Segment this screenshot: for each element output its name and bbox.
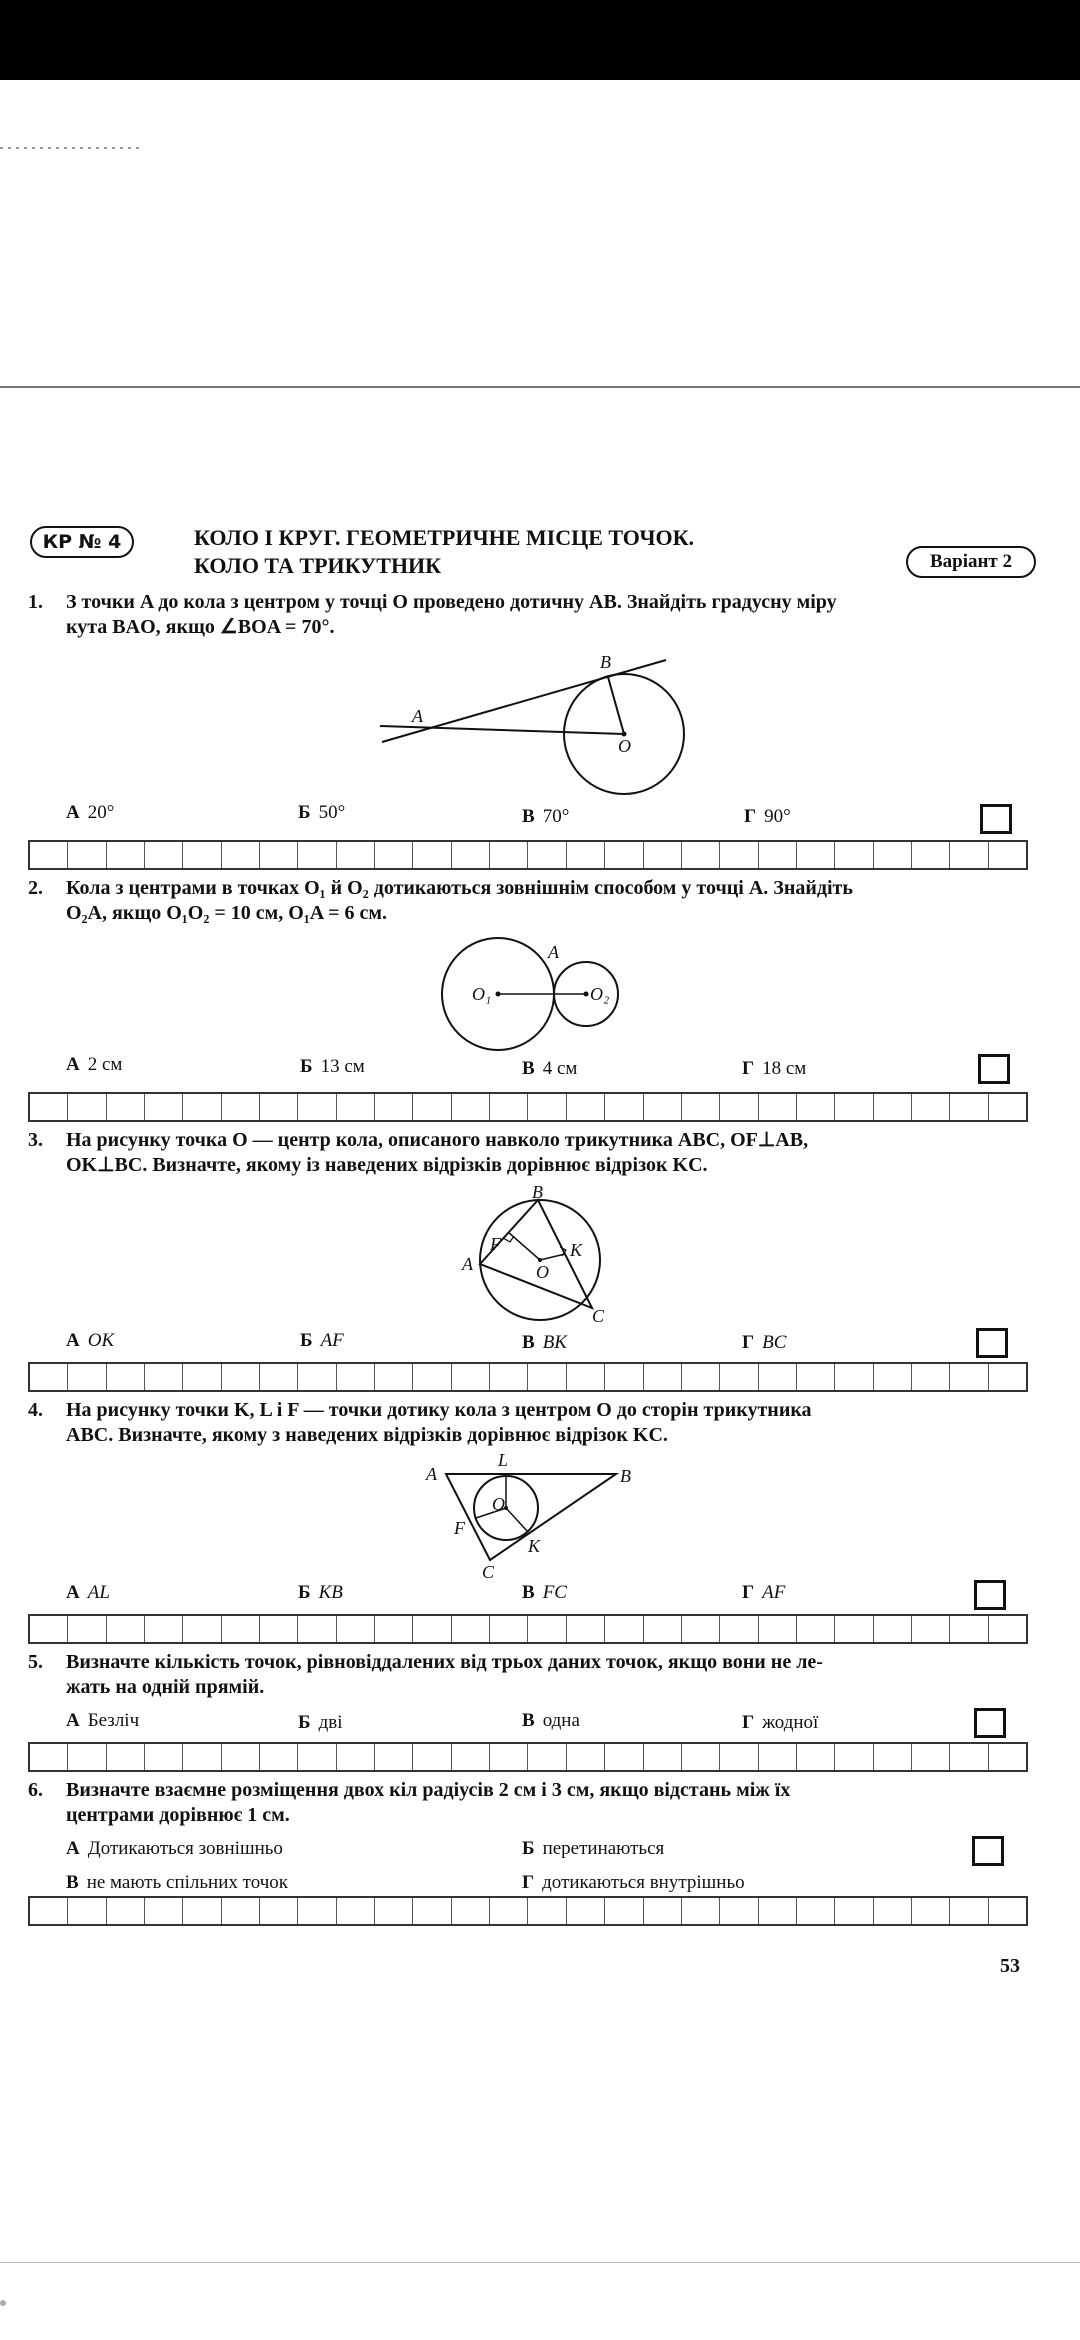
page-separator-top bbox=[0, 386, 1080, 388]
grid-cell[interactable] bbox=[260, 1898, 298, 1924]
grid-cell[interactable] bbox=[107, 1898, 145, 1924]
grid-cell[interactable] bbox=[989, 842, 1026, 868]
q2-answer-box[interactable] bbox=[978, 1054, 1010, 1084]
grid-cell[interactable] bbox=[797, 1094, 835, 1120]
grid-cell[interactable] bbox=[452, 1898, 490, 1924]
grid-cell[interactable] bbox=[720, 1744, 758, 1770]
q1-option-b[interactable]: Б 50° bbox=[298, 802, 346, 823]
grid-cell[interactable] bbox=[759, 1744, 797, 1770]
label-C: C bbox=[592, 1306, 605, 1326]
grid-cell[interactable] bbox=[298, 1094, 336, 1120]
grid-cell[interactable] bbox=[874, 1364, 912, 1390]
question-1-text: 1. З точки A до кола з центром у точці O проведено дотичну AB. Знайдіть градусну міру кута BAO, якщо ∠BOA = 70°. bbox=[28, 591, 837, 638]
q5-option-b[interactable]: Б дві bbox=[298, 1712, 343, 1733]
grid-cell[interactable] bbox=[759, 1616, 797, 1642]
grid-cell[interactable] bbox=[68, 842, 106, 868]
grid-cell[interactable] bbox=[222, 1364, 260, 1390]
q6-option-a[interactable]: А Дотикаються зовнішньо bbox=[66, 1838, 283, 1859]
grid-cell[interactable] bbox=[720, 1898, 758, 1924]
q4-answer-grid[interactable] bbox=[28, 1614, 1028, 1644]
grid-cell[interactable] bbox=[222, 1898, 260, 1924]
q1-answer-box[interactable] bbox=[980, 804, 1012, 834]
grid-cell[interactable] bbox=[30, 1364, 68, 1390]
label-A: A bbox=[548, 942, 559, 962]
grid-cell[interactable] bbox=[413, 1616, 451, 1642]
label-O: O bbox=[492, 1494, 505, 1514]
grid-cell[interactable] bbox=[490, 1744, 528, 1770]
grid-cell[interactable] bbox=[720, 1364, 758, 1390]
grid-cell[interactable] bbox=[183, 1616, 221, 1642]
label-B: B bbox=[620, 1466, 631, 1486]
label-K: K bbox=[570, 1240, 583, 1260]
grid-cell[interactable] bbox=[30, 842, 68, 868]
grid-cell[interactable] bbox=[989, 1364, 1026, 1390]
grid-cell[interactable] bbox=[797, 1616, 835, 1642]
grid-cell[interactable] bbox=[30, 1094, 68, 1120]
grid-cell[interactable] bbox=[413, 842, 451, 868]
label-C: C bbox=[482, 1562, 495, 1582]
grid-cell[interactable] bbox=[605, 1094, 643, 1120]
grid-cell[interactable] bbox=[874, 1616, 912, 1642]
grid-cell[interactable] bbox=[337, 1898, 375, 1924]
label-A: A bbox=[426, 1464, 437, 1484]
grid-cell[interactable] bbox=[835, 1364, 873, 1390]
grid-cell[interactable] bbox=[797, 1744, 835, 1770]
question-2-text: 2. Кола з центрами в точках O₁ й O₂ дотикаються зовнішнім способом у точці A. Знайдіть O₂A, якщо O₁O₂ = 10 см, O₁A = 6 см. bbox=[28, 877, 853, 924]
grid-cell[interactable] bbox=[835, 1898, 873, 1924]
grid-cell[interactable] bbox=[145, 1094, 183, 1120]
grid-cell[interactable] bbox=[222, 1744, 260, 1770]
grid-cell[interactable] bbox=[260, 1364, 298, 1390]
grid-cell[interactable] bbox=[720, 842, 758, 868]
question-3-text: 3. На рисунку точка O — центр кола, описаного навколо трикутника ABC, OF⊥AB, OK⊥BC. Визначте, якому із наведених відрізків дорівнює відрізок KC. bbox=[28, 1129, 809, 1176]
label-O2: O₂ bbox=[590, 984, 610, 1004]
top-black-bar bbox=[0, 0, 1080, 80]
grid-cell[interactable] bbox=[644, 1616, 682, 1642]
grid-cell[interactable] bbox=[759, 842, 797, 868]
q3-option-c[interactable]: В BK bbox=[522, 1332, 567, 1353]
grid-cell[interactable] bbox=[260, 1094, 298, 1120]
grid-cell[interactable] bbox=[30, 1898, 68, 1924]
grid-cell[interactable] bbox=[874, 1094, 912, 1120]
grid-cell[interactable] bbox=[183, 1898, 221, 1924]
grid-cell[interactable] bbox=[644, 842, 682, 868]
grid-cell[interactable] bbox=[759, 1898, 797, 1924]
grid-cell[interactable] bbox=[797, 842, 835, 868]
grid-cell[interactable] bbox=[30, 1744, 68, 1770]
question-number: 3. bbox=[28, 1129, 43, 1151]
grid-cell[interactable] bbox=[337, 842, 375, 868]
question-6-text: 6. Визначте взаємне розміщення двох кіл радіусів 2 см і 3 см, якщо відстань між їх центрами дорівнює 1 см. bbox=[28, 1779, 791, 1826]
grid-cell[interactable] bbox=[912, 1744, 950, 1770]
grid-cell[interactable] bbox=[950, 1744, 988, 1770]
q6-option-c[interactable]: В не мають спільних точок bbox=[66, 1872, 288, 1893]
grid-cell[interactable] bbox=[682, 842, 720, 868]
grid-cell[interactable] bbox=[874, 1744, 912, 1770]
grid-cell[interactable] bbox=[490, 842, 528, 868]
grid-cell[interactable] bbox=[950, 842, 988, 868]
grid-cell[interactable] bbox=[68, 1744, 106, 1770]
grid-cell[interactable] bbox=[567, 1744, 605, 1770]
grid-cell[interactable] bbox=[950, 1364, 988, 1390]
grid-cell[interactable] bbox=[337, 1616, 375, 1642]
q5-option-a[interactable]: А Безліч bbox=[66, 1710, 140, 1731]
grid-cell[interactable] bbox=[989, 1094, 1026, 1120]
grid-cell[interactable] bbox=[337, 1094, 375, 1120]
grid-cell[interactable] bbox=[375, 1898, 413, 1924]
label-O: O bbox=[618, 736, 631, 756]
grid-cell[interactable] bbox=[605, 1364, 643, 1390]
grid-cell[interactable] bbox=[874, 842, 912, 868]
grid-cell[interactable] bbox=[567, 1364, 605, 1390]
grid-cell[interactable] bbox=[222, 1616, 260, 1642]
grid-cell[interactable] bbox=[759, 1094, 797, 1120]
grid-cell[interactable] bbox=[528, 1898, 566, 1924]
grid-cell[interactable] bbox=[145, 842, 183, 868]
q4-option-d[interactable]: Г AF bbox=[742, 1582, 786, 1603]
grid-cell[interactable] bbox=[30, 1616, 68, 1642]
grid-cell[interactable] bbox=[68, 1898, 106, 1924]
grid-cell[interactable] bbox=[989, 1898, 1026, 1924]
grid-cell[interactable] bbox=[682, 1744, 720, 1770]
grid-cell[interactable] bbox=[145, 1364, 183, 1390]
question-number: 6. bbox=[28, 1779, 43, 1801]
grid-cell[interactable] bbox=[260, 1744, 298, 1770]
grid-cell[interactable] bbox=[452, 1094, 490, 1120]
grid-cell[interactable] bbox=[567, 1094, 605, 1120]
grid-cell[interactable] bbox=[490, 1616, 528, 1642]
q3-answer-box[interactable] bbox=[976, 1328, 1008, 1358]
grid-cell[interactable] bbox=[874, 1898, 912, 1924]
label-O1: O₁ bbox=[472, 984, 492, 1004]
grid-cell[interactable] bbox=[605, 1744, 643, 1770]
grid-cell[interactable] bbox=[68, 1364, 106, 1390]
grid-cell[interactable] bbox=[567, 1616, 605, 1642]
q1-option-c[interactable]: В 70° bbox=[522, 806, 570, 827]
grid-cell[interactable] bbox=[298, 842, 336, 868]
grid-cell[interactable] bbox=[797, 1898, 835, 1924]
grid-cell[interactable] bbox=[260, 1616, 298, 1642]
grid-cell[interactable] bbox=[797, 1364, 835, 1390]
grid-cell[interactable] bbox=[989, 1744, 1026, 1770]
grid-cell[interactable] bbox=[528, 1094, 566, 1120]
grid-cell[interactable] bbox=[682, 1094, 720, 1120]
grid-cell[interactable] bbox=[107, 1616, 145, 1642]
grid-cell[interactable] bbox=[337, 1364, 375, 1390]
grid-cell[interactable] bbox=[452, 842, 490, 868]
q1-answer-grid[interactable] bbox=[28, 840, 1028, 870]
title-line-2: КОЛО ТА ТРИКУТНИК bbox=[194, 553, 442, 578]
grid-cell[interactable] bbox=[260, 842, 298, 868]
q2-option-c[interactable]: В 4 см bbox=[522, 1058, 578, 1079]
q6-answer-box[interactable] bbox=[972, 1836, 1004, 1866]
q2-answer-grid[interactable] bbox=[28, 1092, 1028, 1122]
page-title bbox=[194, 524, 694, 580]
grid-cell[interactable] bbox=[183, 1364, 221, 1390]
grid-cell[interactable] bbox=[720, 1094, 758, 1120]
grid-cell[interactable] bbox=[183, 1094, 221, 1120]
grid-cell[interactable] bbox=[644, 1094, 682, 1120]
grid-cell[interactable] bbox=[337, 1744, 375, 1770]
q5-option-d[interactable]: Г жодної bbox=[742, 1712, 819, 1733]
q5-option-c[interactable]: В одна bbox=[522, 1710, 580, 1731]
q2-option-d[interactable]: Г 18 см bbox=[742, 1058, 807, 1079]
grid-cell[interactable] bbox=[528, 1364, 566, 1390]
question-number: 4. bbox=[28, 1399, 43, 1421]
label-O: O bbox=[536, 1262, 549, 1282]
grid-cell[interactable] bbox=[68, 1094, 106, 1120]
q2-option-a[interactable]: А 2 см bbox=[66, 1054, 123, 1075]
grid-cell[interactable] bbox=[452, 1364, 490, 1390]
grid-cell[interactable] bbox=[413, 1744, 451, 1770]
grid-cell[interactable] bbox=[298, 1898, 336, 1924]
question-5-text: 5. Визначте кількість точок, рівновіддалених від трьох даних точок, якщо вони не ле- жать на одній прямій. bbox=[28, 1651, 823, 1698]
label-L: L bbox=[498, 1450, 509, 1470]
grid-cell[interactable] bbox=[145, 1898, 183, 1924]
question-4-text: 4. На рисунку точки K, L і F — точки дотику кола з центром O до сторін трикутника ABC. Визначте, якому з наведених відрізків дорівнює відрізок KC. bbox=[28, 1399, 812, 1446]
grid-cell[interactable] bbox=[835, 1616, 873, 1642]
grid-cell[interactable] bbox=[375, 1744, 413, 1770]
grid-cell[interactable] bbox=[183, 842, 221, 868]
grid-cell[interactable] bbox=[759, 1364, 797, 1390]
question-number: 2. bbox=[28, 877, 43, 899]
grid-cell[interactable] bbox=[375, 842, 413, 868]
q4-option-a[interactable]: А AL bbox=[66, 1582, 110, 1603]
grid-cell[interactable] bbox=[912, 1094, 950, 1120]
scan-artifact bbox=[0, 2300, 6, 2306]
grid-cell[interactable] bbox=[528, 1616, 566, 1642]
page-number: 53 bbox=[1000, 1955, 1020, 1977]
q5-answer-box[interactable] bbox=[974, 1708, 1006, 1738]
label-A: A bbox=[412, 706, 423, 726]
label-B: B bbox=[532, 1182, 543, 1202]
grid-cell[interactable] bbox=[567, 842, 605, 868]
question-3-figure bbox=[458, 1182, 618, 1332]
grid-cell[interactable] bbox=[835, 842, 873, 868]
question-1-figure bbox=[370, 650, 700, 810]
grid-cell[interactable] bbox=[107, 1094, 145, 1120]
q6-option-d[interactable]: Г дотикаються внутрішньо bbox=[522, 1872, 745, 1893]
question-number: 1. bbox=[28, 591, 43, 613]
q2-option-b[interactable]: Б 13 см bbox=[300, 1056, 365, 1077]
q5-answer-grid[interactable] bbox=[28, 1742, 1028, 1772]
grid-cell[interactable] bbox=[682, 1898, 720, 1924]
q3-option-d[interactable]: Г BC bbox=[742, 1332, 787, 1353]
test-number-badge: КР № 4 bbox=[30, 526, 134, 558]
label-F: F bbox=[454, 1518, 465, 1538]
grid-cell[interactable] bbox=[490, 1364, 528, 1390]
grid-cell[interactable] bbox=[107, 1744, 145, 1770]
title-line-1: КОЛО І КРУГ. ГЕОМЕТРИЧНЕ МІСЦЕ ТОЧОК. bbox=[194, 525, 695, 550]
grid-cell[interactable] bbox=[452, 1744, 490, 1770]
grid-cell[interactable] bbox=[950, 1616, 988, 1642]
grid-cell[interactable] bbox=[720, 1616, 758, 1642]
page-separator-bottom bbox=[0, 2262, 1080, 2263]
q4-option-b[interactable]: Б KB bbox=[298, 1582, 343, 1603]
grid-cell[interactable] bbox=[107, 1364, 145, 1390]
grid-cell[interactable] bbox=[145, 1616, 183, 1642]
scan-artifact bbox=[0, 147, 140, 149]
grid-cell[interactable] bbox=[644, 1364, 682, 1390]
grid-cell[interactable] bbox=[644, 1898, 682, 1924]
question-2-figure bbox=[430, 930, 650, 1060]
grid-cell[interactable] bbox=[413, 1364, 451, 1390]
q3-option-a[interactable]: А OK bbox=[66, 1330, 115, 1351]
grid-cell[interactable] bbox=[835, 1744, 873, 1770]
grid-cell[interactable] bbox=[298, 1744, 336, 1770]
grid-cell[interactable] bbox=[68, 1616, 106, 1642]
grid-cell[interactable] bbox=[989, 1616, 1026, 1642]
grid-cell[interactable] bbox=[912, 842, 950, 868]
q3-answer-grid[interactable] bbox=[28, 1362, 1028, 1392]
grid-cell[interactable] bbox=[298, 1364, 336, 1390]
q6-answer-grid[interactable] bbox=[28, 1896, 1028, 1926]
grid-cell[interactable] bbox=[682, 1616, 720, 1642]
q4-answer-box[interactable] bbox=[974, 1580, 1006, 1610]
grid-cell[interactable] bbox=[912, 1616, 950, 1642]
grid-cell[interactable] bbox=[145, 1744, 183, 1770]
grid-cell[interactable] bbox=[950, 1094, 988, 1120]
grid-cell[interactable] bbox=[835, 1094, 873, 1120]
label-B: B bbox=[600, 652, 611, 672]
grid-cell[interactable] bbox=[567, 1898, 605, 1924]
grid-cell[interactable] bbox=[375, 1094, 413, 1120]
question-number: 5. bbox=[28, 1651, 43, 1673]
grid-cell[interactable] bbox=[413, 1898, 451, 1924]
label-A: A bbox=[462, 1254, 473, 1274]
q4-option-c[interactable]: В FC bbox=[522, 1582, 567, 1603]
q3-option-b[interactable]: Б AF bbox=[300, 1330, 344, 1351]
grid-cell[interactable] bbox=[490, 1094, 528, 1120]
grid-cell[interactable] bbox=[950, 1898, 988, 1924]
grid-cell[interactable] bbox=[605, 842, 643, 868]
grid-cell[interactable] bbox=[528, 1744, 566, 1770]
grid-cell[interactable] bbox=[528, 842, 566, 868]
grid-cell[interactable] bbox=[413, 1094, 451, 1120]
grid-cell[interactable] bbox=[605, 1898, 643, 1924]
grid-cell[interactable] bbox=[912, 1898, 950, 1924]
grid-cell[interactable] bbox=[605, 1616, 643, 1642]
q1-option-d[interactable]: Г 90° bbox=[744, 806, 791, 827]
grid-cell[interactable] bbox=[452, 1616, 490, 1642]
variant-badge: Варіант 2 bbox=[906, 546, 1036, 578]
question-4-figure bbox=[424, 1452, 654, 1582]
grid-cell[interactable] bbox=[682, 1364, 720, 1390]
grid-cell[interactable] bbox=[644, 1744, 682, 1770]
grid-cell[interactable] bbox=[375, 1364, 413, 1390]
grid-cell[interactable] bbox=[912, 1364, 950, 1390]
grid-cell[interactable] bbox=[375, 1616, 413, 1642]
label-F: F bbox=[490, 1234, 501, 1254]
grid-cell[interactable] bbox=[107, 842, 145, 868]
grid-cell[interactable] bbox=[298, 1616, 336, 1642]
grid-cell[interactable] bbox=[490, 1898, 528, 1924]
grid-cell[interactable] bbox=[222, 842, 260, 868]
q1-option-a[interactable]: А 20° bbox=[66, 802, 115, 823]
label-K: K bbox=[528, 1536, 541, 1556]
q6-option-b[interactable]: Б перетинаються bbox=[522, 1838, 665, 1859]
grid-cell[interactable] bbox=[183, 1744, 221, 1770]
grid-cell[interactable] bbox=[222, 1094, 260, 1120]
